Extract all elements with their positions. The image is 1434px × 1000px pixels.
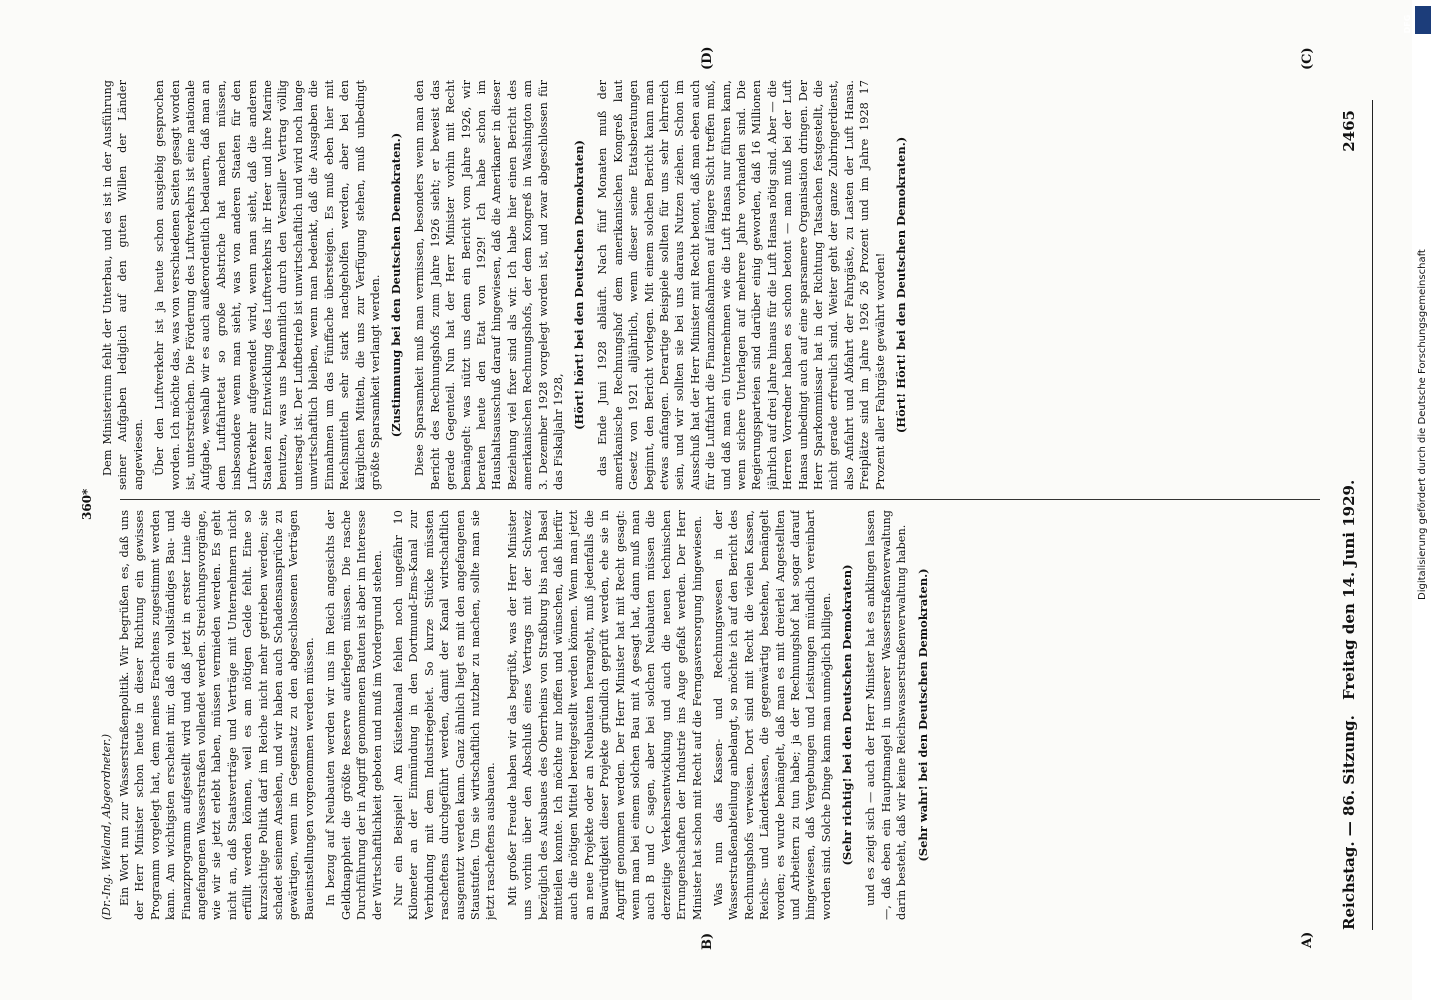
- dfg-logo: DFG: [1415, 6, 1431, 34]
- speaker-lead: (Dr.-Ing. Wieland, Abgeordneter.): [100, 734, 113, 920]
- page-header: [1340, 110, 1368, 930]
- interjection: (Hört! Hört! bei den Deutschen Demokraten.): [894, 136, 909, 434]
- margin-marker-d: (D): [700, 46, 715, 70]
- column-divider: [120, 499, 1320, 500]
- right-paragraph: Über den Luftverkehr ist ja heute schon ausgiebig gesprochen worden. Ich möchte das, was von verschiedenen Seiten gesagt worden ist, unterstreichen. Die Förderung des Luftverkehrs ist eine nationale Aufgabe, weshalb wir es auch außerordentlich bedauern, daß man an dem Luftfahrtetat so große Abstriche hat machen müssen, insbesondere wenn man sieht, was von anderen Staaten für den Luftverkehr aufgewendet wird, wenn man sieht, daß die anderen Staaten zur Entwicklung des Luftverkehrs ihr Heer und ihre Marine benutzen, was uns bekanntlich durch den Versailler Vertrag völlig untersagt ist. Der Luftbetrieb ist unwirtschaftlich und wird noch lange unwirtschaftlich bleiben, wenn man bedenkt, daß die Ausgaben die Einnahmen um das Fünffache übersteigen. Es muß eben hier mit Reichsmitteln sehr stark nachgeholfen werden, aber bei den kärglichen Mitteln, die uns zur Verfügung stehen, muß unbedingt größte Sparsamkeit verlangt werden.: [153, 80, 382, 490]
- right-column: [100, 80, 1330, 490]
- left-paragraph: Ein Wort nun zur Wasserstraßenpolitik. Wir begrüßen es, daß uns der Herr Minister schon heute in dieser Richtung ein gewisses Programm vorgelegt hat, dem meines Erachtens zugestimmt werden kann. Am wichtigsten erscheint mir, daß ein vollständiges Bau- und Finanzprogramm aufgestellt wird und daß jetzt in erster Linie die angefangenen Wasserstraßen vollendet werden. Streichungsvorgänge, wie wir sie jetzt erlebt haben, müssen vermieden werden. Es geht nicht an, daß Staatsverträge und Verträge mit Unternehmern nicht erfüllt werden können, weil es am nötigen Gelde fehlt. Eine so kurzsichtige Politik darf im Reiche nicht mehr getrieben werden; sie schadet seinem Ansehen, und wir haben auch Schadensansprüche zu gewärtigen, wenn im Gegensatz zu den abgeschlossenen Verträgen Baueinstellungen vorgenommen werden müssen.: [118, 510, 316, 920]
- margin-marker-c: (C): [1300, 47, 1315, 70]
- left-paragraph: Nur ein Beispiel! Am Küstenkanal fehlen noch ungefähr 10 Kilometer an der Einmündung in den Dortmund-Ems-Kanal zur Verbindung mit dem Industriegebiet. So kurze Stücke müssten rascheftens durchgeführt werden, damit der Kanal wirtschaftlich ausgenutzt werden kann. Ganz ähnlich liegt es mit den angefangenen Staustufen. Um sie wirtschaftlich nutzbar zu machen, sollte man sie jetzt rascheftens ausbauen.: [391, 510, 498, 920]
- left-paragraph: Mit großer Freude haben wir das begrüßt, was der Herr Minister uns vorhin über den Abschluß eines Vertrags mit der Schweiz bezüglich des Ausbaues des Oberrheins von Straßburg bis nach Basel mitteilen konnte. Ich möchte nur hoffen und wünschen, daß hierfür auch die nötigen Mittel bereitgestellt werden können. Wenn man jetzt an neue Projekte oder an Neubauten herangeht, muß jedenfalls die Bauwürdigkeit dieser Projekte gründlich geprüft werden, ehe sie in Angriff genommen werden. Der Herr Minister hat mit Recht gesagt: wenn man bei einem solchen Bau mit A gesagt hat, dann muß man auch B und C sagen, aber bei solchen Neubauten müssen die derzeitige Verkehrsentwicklung und auch die neuen technischen Errungenschaften der Industrie ins Auge gefaßt werden. Der Herr Minister hat schon mit Recht auf die Ferngasversorgung hingewiesen.: [505, 510, 704, 920]
- interjection: (Sehr wahr! bei den Deutschen Demokraten.): [915, 568, 930, 862]
- header-left: Reichstag. — 86. Sitzung.: [1340, 715, 1358, 930]
- left-paragraph: In bezug auf Neubauten werden wir uns im Reich angesichts der Geldknappheit die größte Reserve auferlegen müssen. Die rasche Durchführung der in Angriff genommenen Bauten ist aber im Interesse der Wirtschaftlichkeit geboten und muß im Vordergrund stehen.: [324, 510, 384, 920]
- right-paragraph: das Ende Juni 1928 abläuft. Nach fünf Monaten muß der amerikanische Rechnungshof dem amerikanischen Kongreß laut Gesetz von 1921 alljährlich, wenn dieser seine Etatsberatungen beginnt, den Bericht vorlegen. Mit einem solchen Bericht kann man etwas anfangen. Derartige Beispiele sollten für uns sehr lehrreich sein, und wir sollten sie bei uns daraus Nutzen ziehen. Schon im Ausschuß hat der Herr Minister mit Recht betont, daß man eben auch für die Luftfahrt die Finanzmaßnahmen auf längere Sicht treffen muß, und daß man ein Unternehmen wie die Luft Hansa nur führen kann, wenn sichere Unterlagen auf mehrere Jahre vorhanden sind. Die Regierungsparteien sind darüber einig geworden, daß 16 Millionen jährlich auf drei Jahre hinaus für die Luft Hansa nötig sind. Aber — die Herren Vorredner haben es schon betont — man muß bei der Luft Hansa unbedingt auch auf eine sparsamere Organisation dringen. Der Herr Sparkommissar hat in der Richtung Tatsachen festgestellt, die nicht gerade erfreulich sind. Weiter geht der ganze Zubringerdienst, also Anfahrt und Abfahrt der Fahrgäste, zu Lasten der Luft Hansa. Freiplätze sind im Jahre 1926 26 Prozent und im Jahre 1928 17 Prozent aller Fahrgäste gewährt worden!: [596, 80, 887, 490]
- left-paragraph: Was nun das Kassen- und Rechnungswesen in der Wasserstraßenabteilung anbelangt, so möchte ich auf den Bericht des Rechnungshofs verweisen. Dort sind mit Recht die vielen Kassen, Reichs- und Länderkassen, die gegenwärtig bestehen, bemängelt worden; es wurde bemängelt, daß man es mit dreierlei Angestellten und Arbeitern zu tun habe; ja der Rechnungshof hat sogar darauf hingewiesen, daß Vergebungen und Leistungen mündlich vereinbart worden sind. Solche Dinge kann man unmöglich billigen.: [712, 510, 833, 920]
- right-paragraph: Diese Sparsamkeit muß man vermissen, besonders wenn man den Bericht des Rechnungshofs zum Jahre 1926 sieht; er beweist das gerade Gegenteil. Nun hat der Herr Minister vorhin mit Recht bemängelt: was nützt uns denn ein Bericht vom Jahre 1926, wir beraten heute den Etat von 1929! Ich habe schon im Haushaltsausschuß darauf hingewiesen, daß die Amerikaner in dieser Beziehung viel fixer sind als wir. Ich habe hier einen Bericht des amerikanischen Rechnungshofs, der dem Kongreß in Washington am 3. Dezember 1928 vorgelegt worden ist, und zwar abgeschlossen für das Fiskaljahr 1928,: [413, 80, 565, 490]
- interjection: (Sehr richtig! bei den Deutschen Demokraten): [840, 564, 855, 866]
- page-number: 2465: [1340, 110, 1358, 152]
- margin-marker-a: A): [1300, 931, 1315, 948]
- left-paragraph: und es zeigt sich — auch der Herr Minister hat es anklingen lassen —, daß eben ein Hauptmangel in unserer Wasserstraßenverwaltung darin besteht, daß wir keine Reichswasserstraßenverwaltung haben.: [864, 510, 909, 920]
- margin-marker-b: B): [700, 932, 715, 950]
- dfg-credit: Digitalisierung gefördert durch die Deutsche Forschungsgemeinschaft: [1417, 249, 1428, 600]
- header-rule: [1372, 100, 1373, 930]
- right-paragraph: Dem Ministerium fehlt der Unterbau, und es ist in der Ausführung seiner Aufgaben lediglich auf den guten Willen der Länder angewiesen.: [101, 80, 145, 490]
- header-date: Freitag den 14. Juni 1929.: [1340, 479, 1358, 700]
- interjection: (Zustimmung bei den Deutschen Demokraten.): [389, 132, 404, 438]
- interjection: (Hört! hört! bei den Deutschen Demokraten): [572, 140, 587, 430]
- digitization-stamp: [1403, 0, 1434, 1000]
- left-column: [100, 510, 1330, 920]
- signature-mark: 360*: [80, 488, 94, 520]
